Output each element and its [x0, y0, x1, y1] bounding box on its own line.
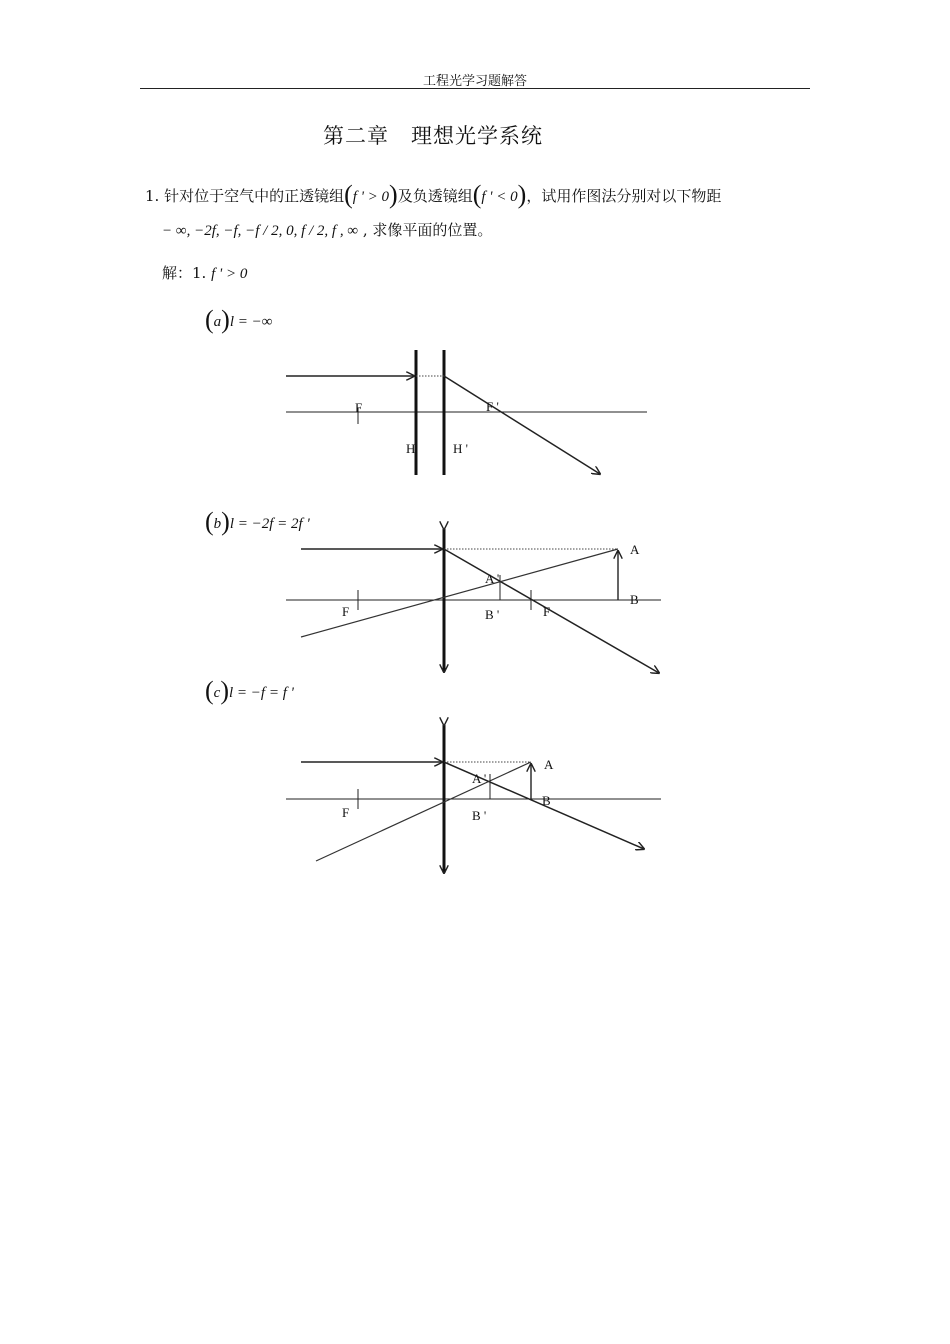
label-f: F	[355, 400, 363, 415]
object-distances: − ∞, −2f, −f, −f / 2, 0, f / 2, f , ∞	[162, 223, 359, 239]
chief-ray	[301, 549, 618, 637]
diagram-c	[286, 725, 661, 873]
label-b: B	[630, 592, 639, 607]
label-f-right: F	[543, 604, 551, 619]
label-hp: H '	[453, 441, 468, 456]
label-bp: B '	[485, 607, 500, 622]
problem-number: 1.	[145, 187, 160, 205]
positive-condition: f ' > 0	[352, 189, 390, 205]
refracted-ray	[444, 376, 600, 474]
problem-text-b: 及负透镜组	[397, 187, 473, 205]
problem-text-c: ，试用作图法分别对以下物距	[526, 187, 722, 205]
problem-text-a: 针对位于空气中的正透镜组	[164, 187, 345, 205]
problem-text-d: , 求像平面的位置。	[358, 221, 493, 239]
page-header: 工程光学习题解答	[422, 74, 527, 89]
problem-line-1: 1. 针对位于空气中的正透镜组(f ' > 0)及负透镜组(f ' < 0)，试用作图法分别对以下物距	[145, 180, 722, 209]
chapter-title: 第二章 理想光学系统	[323, 124, 543, 148]
negative-condition: f ' < 0	[481, 189, 518, 205]
solution-label: 解：1.	[162, 264, 207, 282]
label-a: A	[630, 542, 640, 557]
diagram-a	[286, 350, 647, 475]
label-h: H	[406, 441, 416, 456]
label-fp: F '	[486, 399, 499, 414]
label-bp: B '	[472, 808, 487, 823]
label-f: F	[342, 805, 350, 820]
diagram-b	[286, 529, 661, 673]
label-ap: A '	[472, 771, 487, 786]
case-c-caption: (c)l = −f = f '	[205, 676, 294, 705]
case-a-caption: (a)l = −∞	[205, 305, 273, 334]
case-b-caption: (b)l = −2f = 2f '	[205, 507, 310, 536]
label-f: F	[342, 604, 350, 619]
label-b: B	[542, 793, 551, 808]
label-a: A	[544, 757, 554, 772]
solution-condition: f ' > 0	[211, 266, 248, 282]
label-ap: A '	[485, 571, 500, 586]
